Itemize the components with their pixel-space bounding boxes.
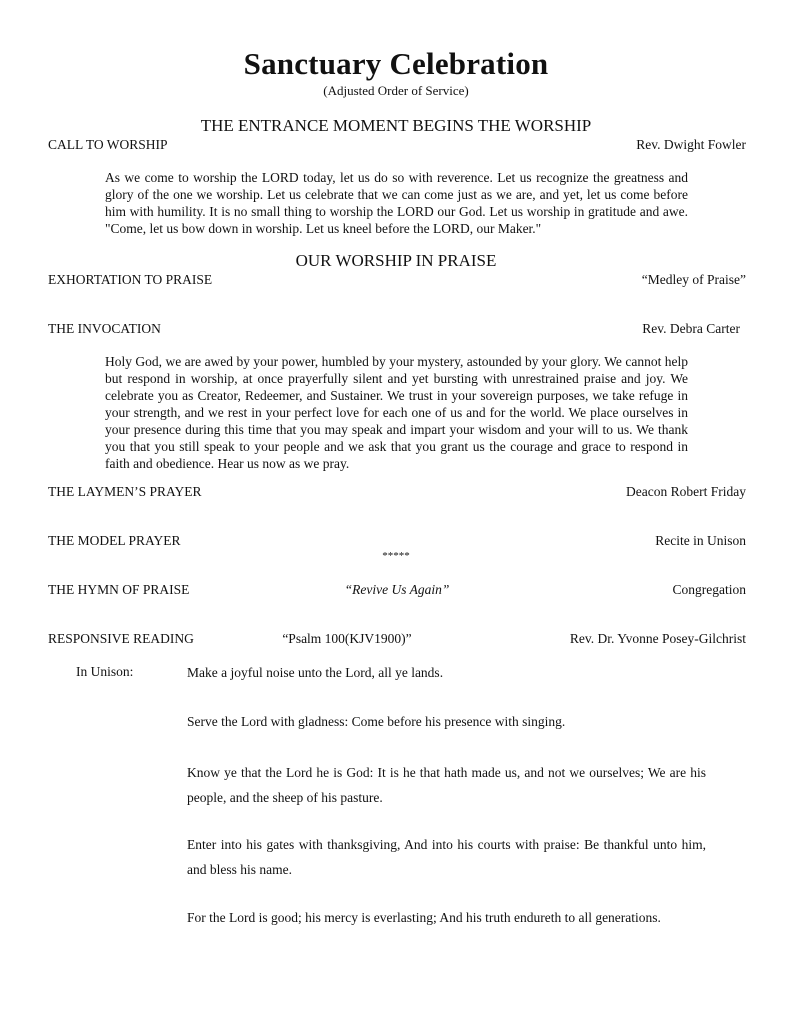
reading-verse-2: Serve the Lord with gladness: Come before his presence with singing. — [187, 714, 566, 729]
hymn-performer: Congregation — [672, 582, 746, 597]
divider-stars: ***** — [382, 550, 410, 562]
call-to-worship-leader: Rev. Dwight Fowler — [636, 137, 746, 152]
call-to-worship-row — [48, 137, 746, 155]
exhortation-row — [48, 272, 746, 290]
laymens-prayer-label: THE LAYMEN’S PRAYER — [48, 484, 202, 499]
hymn-label: THE HYMN OF PRAISE — [48, 582, 190, 597]
in-unison-label: In Unison: — [76, 664, 134, 679]
laymens-prayer-row — [48, 484, 746, 502]
invocation-label: THE INVOCATION — [48, 321, 161, 336]
page-subtitle: (Adjusted Order of Service) — [323, 83, 469, 98]
reading-verse-4: Enter into his gates with thanksgiving, And into his courts with praise: Be thankful unto him, and bless his name. — [187, 837, 706, 877]
section-heading-praise: OUR WORSHIP IN PRAISE — [295, 251, 497, 270]
responsive-reading-label: RESPONSIVE READING — [48, 631, 194, 646]
reading-verse-1: Make a joyful noise unto the Lord, all ye lands. — [187, 665, 444, 680]
laymens-prayer-leader: Deacon Robert Friday — [626, 484, 746, 499]
exhortation-label: EXHORTATION TO PRAISE — [48, 272, 213, 287]
responsive-reading-row — [48, 631, 746, 649]
invocation-row — [48, 321, 746, 339]
reading-verse-3: Know ye that the Lord he is God: It is he that hath made us, and not we ourselves; We are his people, and the sheep of his pasture. — [187, 765, 706, 805]
responsive-reading-title: “Psalm 100(KJV1900)” — [282, 631, 412, 646]
page-title: Sanctuary Celebration — [243, 46, 549, 81]
exhortation-title: “Medley of Praise” — [641, 272, 746, 287]
responsive-reading-leader: Rev. Dr. Yvonne Posey-Gilchrist — [569, 631, 746, 646]
call-to-worship-label: CALL TO WORSHIP — [48, 137, 168, 152]
model-prayer-row — [48, 533, 746, 551]
invocation-text: Holy God, we are awed by your power, humbled by your mystery, astounded by your glory. We cannot help but respond in worship, at once prayerfully silent and yet bursting with unrestrained praise and joy. We celebrate you as Creator, Redeemer, and Sustainer. We trust in your sovereign purposes, we take refuge in your strength, and we rest in your perfect love for each one of us and for the world. We place ourselves in your presence during this time that you may speak and impart your wisdom and your will to us. We thank you that you still speak to your people and we ask that you grant us the courage and grace to respond in faith and obedience. Hear us now as we pray. — [105, 354, 688, 471]
hymn-row — [48, 582, 746, 600]
reading-verse-5: For the Lord is good; his mercy is everlasting; And his truth endureth to all generations. — [187, 910, 661, 925]
invocation-leader: Rev. Debra Carter — [642, 321, 740, 336]
model-prayer-note: Recite in Unison — [655, 533, 746, 548]
model-prayer-label: THE MODEL PRAYER — [48, 533, 181, 548]
section-heading-entrance: THE ENTRANCE MOMENT BEGINS THE WORSHIP — [200, 116, 592, 135]
call-to-worship-text: As we come to worship the LORD today, let us do so with reverence. Let us recognize the greatness and glory of the one we worship. Let us celebrate that we can come just as we are, and yet, let us come before him with humility. It is no small thing to worship the LORD our God. Let us worship in gratitude and awe. "Come, let us bow down in worship. Let us kneel before the LORD, our Maker." — [105, 170, 688, 236]
hymn-title: “Revive Us Again” — [344, 582, 450, 597]
